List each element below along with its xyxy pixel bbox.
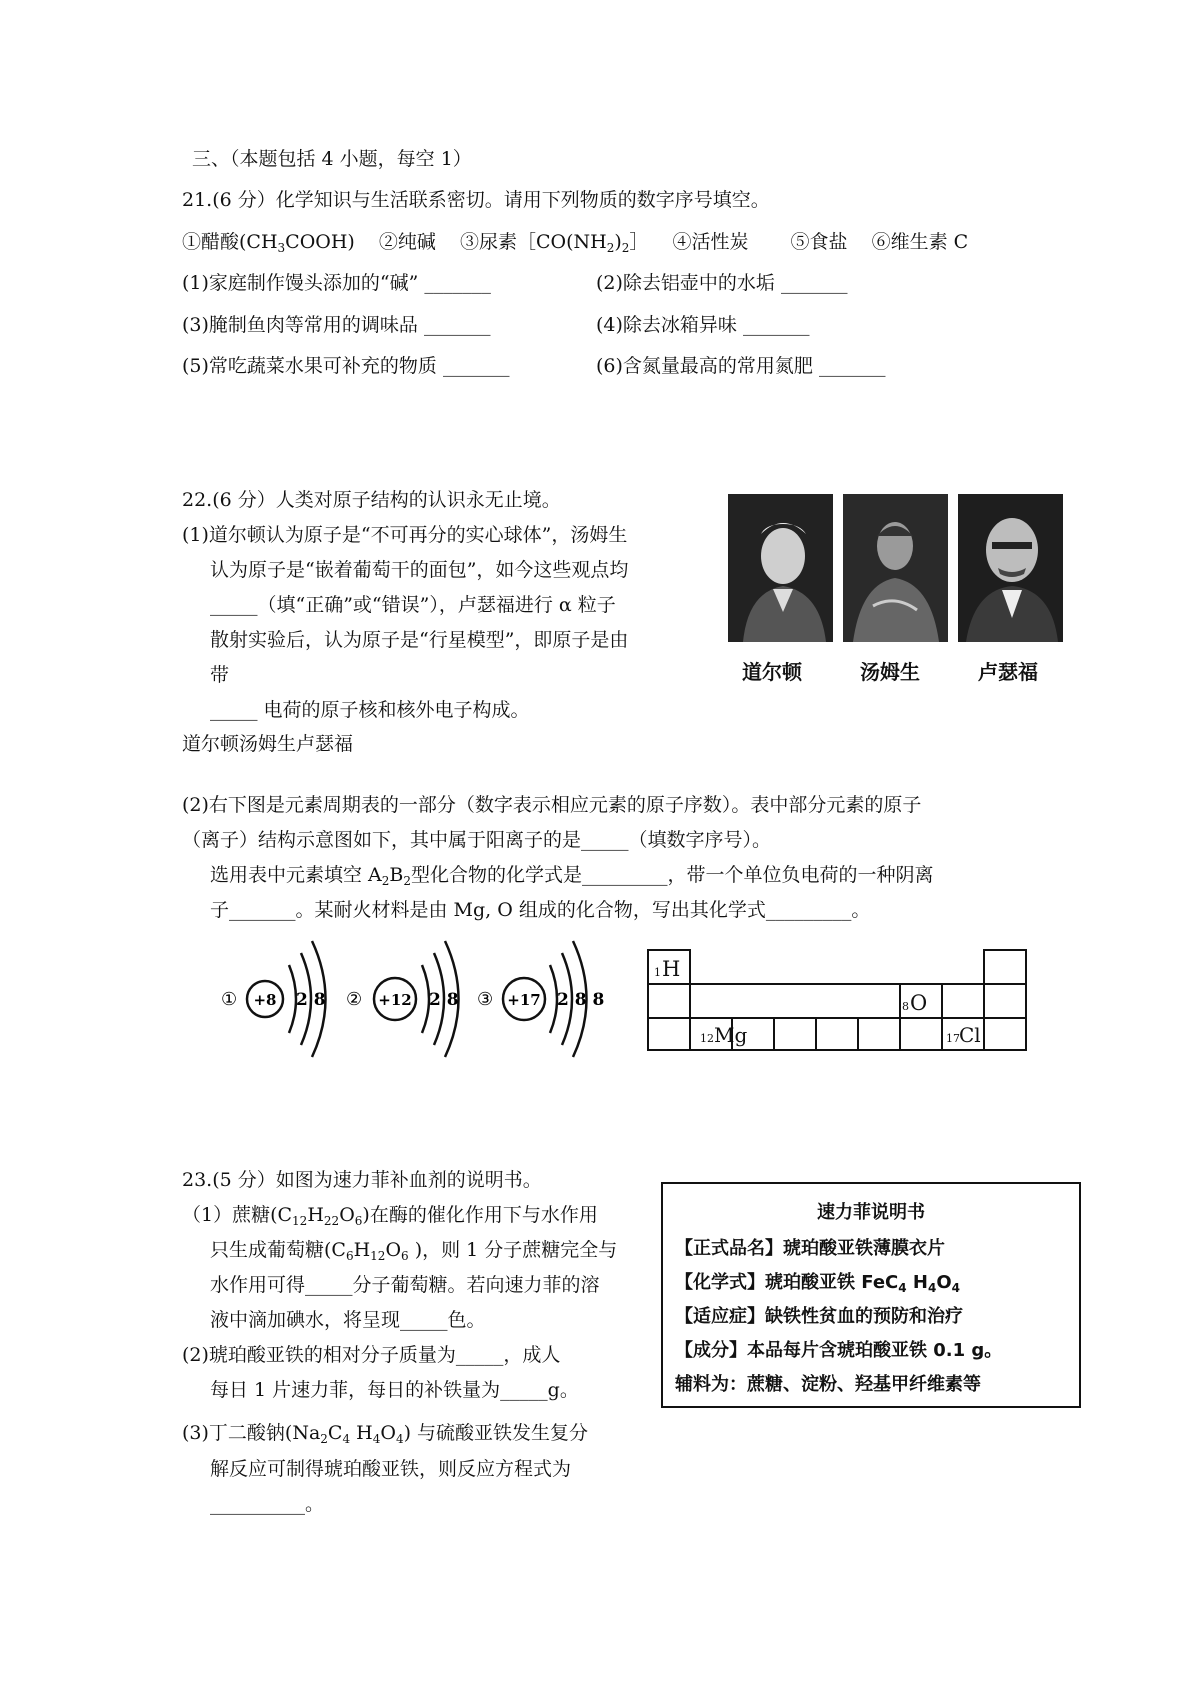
atom-3-shells: 2 8 8 [557, 990, 605, 1010]
atom-2 [346, 941, 459, 1057]
ptable-h-number: 1 [654, 966, 661, 979]
ptable-cl-symbol: Cl [959, 1023, 981, 1047]
q23-line: __________。 [210, 1493, 325, 1515]
q23-line: 解反应可制得琥珀酸亚铁，则反应方程式为 [210, 1458, 572, 1480]
portrait-caption-rutherford: 卢瑟福 [978, 660, 1038, 684]
notice-title: 速力菲说明书 [817, 1202, 925, 1223]
ptable-o-number: 8 [902, 1000, 909, 1013]
atom-structure-diagrams [215, 935, 615, 1060]
atom-1-nucleus: +8 [253, 991, 277, 1009]
medicine-notice-box [661, 1182, 1081, 1408]
q21-item: (3)腌制鱼肉等常用的调味品 _______ [182, 314, 491, 336]
q22-p2-line: （离子）结构示意图如下，其中属于阳离子的是_____（填数字序号）。 [182, 829, 772, 851]
q21-item: (2)除去铝壶中的水垢 _______ [596, 272, 848, 294]
q21-item: (1)家庭制作馒头添加的“碱” _______ [182, 272, 491, 294]
q22-p1-line: (1)道尔顿认为原子是“不可再分的实心球体”，汤姆生 [182, 524, 628, 546]
q22-p1-line: 认为原子是“嵌着葡萄干的面包”，如今这些观点均 [210, 559, 629, 581]
dalton-portrait [728, 494, 833, 642]
notice-row: 【成分】本品每片含琥珀酸亚铁 0.1 g。 [675, 1340, 1003, 1361]
q23-line: 每日 1 片速力菲，每日的补铁量为_____g。 [210, 1379, 579, 1401]
atom-3-nucleus: +17 [507, 991, 541, 1009]
ptable-h-symbol: H [662, 957, 681, 981]
rutherford-portrait [958, 494, 1063, 642]
q22-p1-line: 带 [210, 664, 230, 686]
q21-opt6: ⑥维生素 C [871, 231, 969, 253]
notice-row: 【化学式】琥珀酸亚铁 FeC$_4$ $H_4O_4$ [675, 1272, 960, 1295]
atom-1-label: ① [221, 989, 238, 1010]
atom-2-shells: 2 8 [429, 990, 459, 1010]
q21-opt2: ②纯碱 [378, 231, 436, 253]
q23-title: 23.(5 分）如图为速力菲补血剂的说明书。 [182, 1169, 542, 1191]
section-header: 三、（本题包括 4 小题，每空 1） [192, 148, 472, 170]
atom-1 [221, 941, 326, 1057]
atom-2-nucleus: +12 [378, 991, 412, 1009]
q21-title: 21.(6 分）化学知识与生活联系密切。请用下列物质的数字序号填空。 [182, 189, 770, 211]
ptable-o-symbol: O [910, 991, 928, 1015]
atom-3-label: ③ [477, 989, 494, 1010]
q21-item: (5)常吃蔬菜水果可补充的物质 _______ [182, 355, 510, 377]
ptable-cl-number: 17 [946, 1032, 960, 1045]
q23-line: (3)丁二酸钠($Na_2C_4$ $H_4O_4$) 与硫酸亚铁发生复分 [182, 1422, 589, 1446]
q22-title: 22.(6 分）人类对原子结构的认识永无止境。 [182, 489, 561, 511]
notice-row: 【正式品名】琥珀酸亚铁薄膜衣片 [675, 1238, 945, 1259]
q23-line: 只生成葡萄糖($C_6H_{12}O_6$ )，则 1 分子蔗糖完全与 [210, 1239, 618, 1263]
ptable-mg-number: 12 [700, 1032, 714, 1045]
q22-p2-line: 子_______。某耐火材料是由 Mg, O 组成的化合物，写出其化学式_________。 [210, 899, 871, 921]
atom-2-label: ② [346, 989, 363, 1010]
atom-3 [477, 941, 604, 1057]
thomson-portrait [843, 494, 948, 642]
atom-1-shells: 2 8 [296, 990, 326, 1010]
q23-line: （1）蔗糖$(C_{12}H_{22}O_6)$在酶的催化作用下与水作用 [182, 1204, 598, 1228]
q23-line: 液中滴加碘水，将呈现_____色。 [210, 1309, 486, 1331]
portrait-caption-dalton: 道尔顿 [742, 660, 802, 684]
q22-caption-line: 道尔顿汤姆生卢瑟福 [182, 733, 354, 755]
q21-opt4: ④活性炭 [672, 231, 749, 253]
q22-p1-line: 散射实验后，认为原子是“行星模型”，即原子是由 [210, 629, 629, 651]
q22-p1-line: _____（填“正确”或“错误”），卢瑟福进行 α 粒子 [210, 594, 616, 616]
q23-line: 水作用可得_____分子葡萄糖。若向速力菲的溶 [210, 1274, 600, 1296]
q21-opt1: ①醋酸$(CH_3COOH)$ [182, 231, 355, 255]
q21-options [182, 229, 968, 255]
ptable-mg-symbol: Mg [714, 1023, 748, 1047]
q23-line: (2)琥珀酸亚铁的相对分子质量为_____，成人 [182, 1344, 561, 1366]
q21-opt3: ③尿素$[CO(NH_2)_2]$ [459, 231, 649, 255]
q22-p2-line: 选用表中元素填空 $A_2B_2$型化合物的化学式是_________，带一个单位负电荷的一种阴离 [210, 864, 934, 888]
q21-item: (6)含氮量最高的常用氮肥 _______ [596, 355, 886, 377]
notice-row: 【适应症】缺铁性贫血的预防和治疗 [675, 1306, 963, 1327]
notice-row: 辅料为：蔗糖、淀粉、羟基甲纤维素等 [675, 1374, 981, 1395]
q21-item: (4)除去冰箱异味 _______ [596, 314, 810, 336]
portrait-caption-thomson: 汤姆生 [860, 660, 920, 684]
q21-opt5: ⑤食盐 [790, 231, 848, 253]
q22-p2-line: (2)右下图是元素周期表的一部分（数字表示相应元素的原子序数）。表中部分元素的原子 [182, 794, 922, 816]
periodic-table-fragment [646, 948, 1031, 1052]
q22-p1-line: _____ 电荷的原子核和核外电子构成。 [210, 699, 530, 721]
